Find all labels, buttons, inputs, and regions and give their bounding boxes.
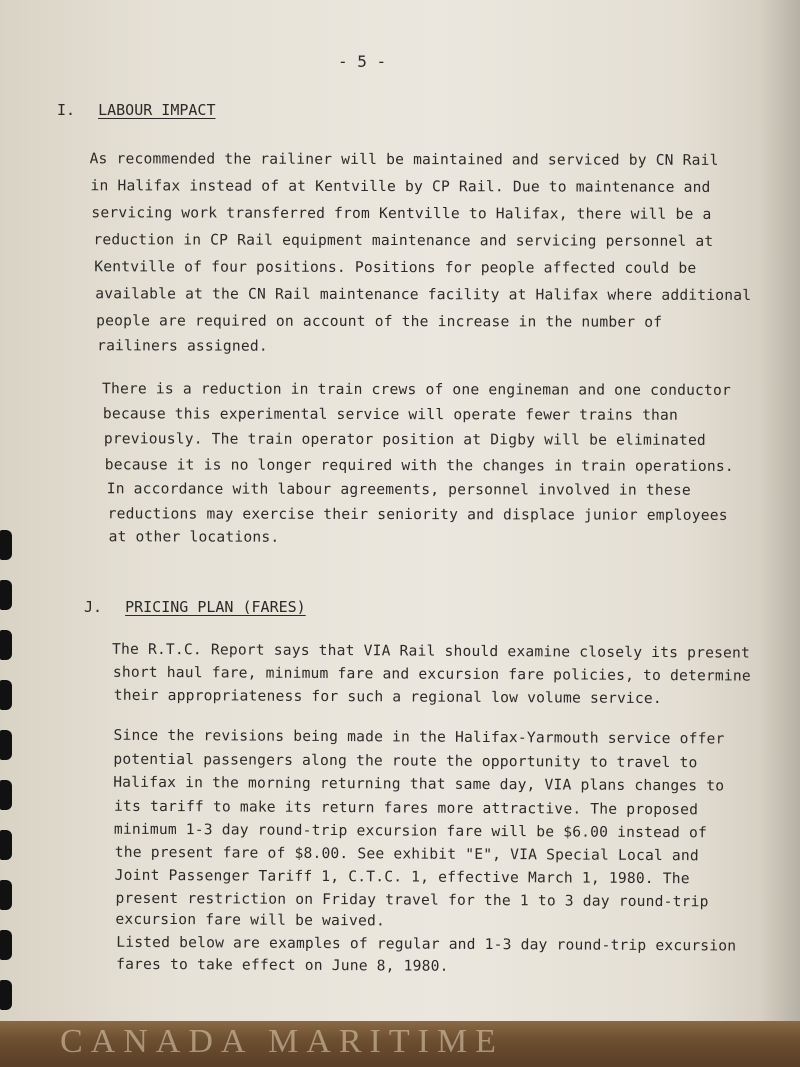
text-line: Joint Passenger Tariff 1, C.T.C. 1, effective March 1, 1980. The	[114, 866, 690, 888]
text-line: short haul fare, minimum fare and excursion fare policies, to determine	[112, 663, 751, 685]
table-surface	[0, 1021, 800, 1067]
text-line: excursion fare will be waived.	[115, 910, 386, 930]
section-j-letter: J.	[84, 598, 103, 616]
page-number: - 5 -	[338, 52, 387, 71]
text-line: fares to take effect on June 8, 1980.	[116, 955, 449, 975]
text-line: servicing work transferred from Kentville to Halifax, there will be a	[91, 204, 712, 223]
text-line: Listed below are examples of regular and 1-3 day round-trip excursion	[116, 933, 737, 955]
text-line: railiners assigned.	[97, 337, 268, 355]
text-line: Kentville of four positions. Positions for people affected could be	[94, 258, 697, 277]
text-line: potential passengers along the route the opportunity to travel to	[113, 750, 698, 772]
text-line: the present fare of $8.00. See exhibit "E", VIA Special Local and	[114, 843, 699, 865]
text-line: minimum 1-3 day round-trip excursion fare will be $6.00 instead of	[113, 820, 708, 842]
section-i-heading	[57, 101, 216, 119]
section-i-letter: I.	[57, 101, 76, 119]
text-line: Halifax in the morning returning that same day, VIA plans changes to	[113, 773, 725, 795]
table-surface-text: CANADA MARITIME	[60, 1023, 504, 1060]
text-line: In accordance with labour agreements, personnel involved in these	[106, 480, 691, 499]
spiral-binding	[0, 530, 16, 1030]
text-line: because this experimental service will operate fewer trains than	[102, 405, 679, 424]
page-edge-shadow	[760, 0, 800, 1067]
text-line: at other locations.	[108, 528, 280, 546]
text-line: reductions may exercise their seniority and displace junior employees	[107, 505, 728, 524]
text-line: people are required on account of the increase in the number of	[96, 312, 663, 331]
text-line: because it is no longer required with the changes in train operations.	[104, 456, 734, 475]
text-line: There is a reduction in train crews of one engineman and one conductor	[101, 380, 732, 399]
text-line: The R.T.C. Report says that VIA Rail should examine closely its present	[111, 640, 751, 662]
section-j-title: PRICING PLAN (FARES)	[125, 598, 306, 616]
text-line: previously. The train operator position at Digby will be eliminated	[103, 430, 706, 449]
section-j-heading	[84, 598, 306, 616]
text-line: available at the CN Rail maintenance facility at Halifax where additional	[95, 285, 752, 304]
text-line: present restriction on Friday travel for the 1 to 3 day round-trip	[115, 889, 709, 911]
text-line: Since the revisions being made in the Halifax-Yarmouth service offer	[113, 726, 725, 748]
text-line: their appropriateness for such a regional low volume service.	[113, 686, 662, 708]
text-line: its tariff to make its return fares more attractive. The proposed	[114, 797, 699, 819]
text-line: reduction in CP Rail equipment maintenance and servicing personnel at	[93, 231, 714, 250]
text-line: in Halifax instead of at Kentville by CP Rail. Due to maintenance and	[90, 177, 711, 196]
text-line: As recommended the railiner will be maintained and serviced by CN Rail	[89, 150, 719, 169]
section-i-title: LABOUR IMPACT	[98, 101, 216, 119]
